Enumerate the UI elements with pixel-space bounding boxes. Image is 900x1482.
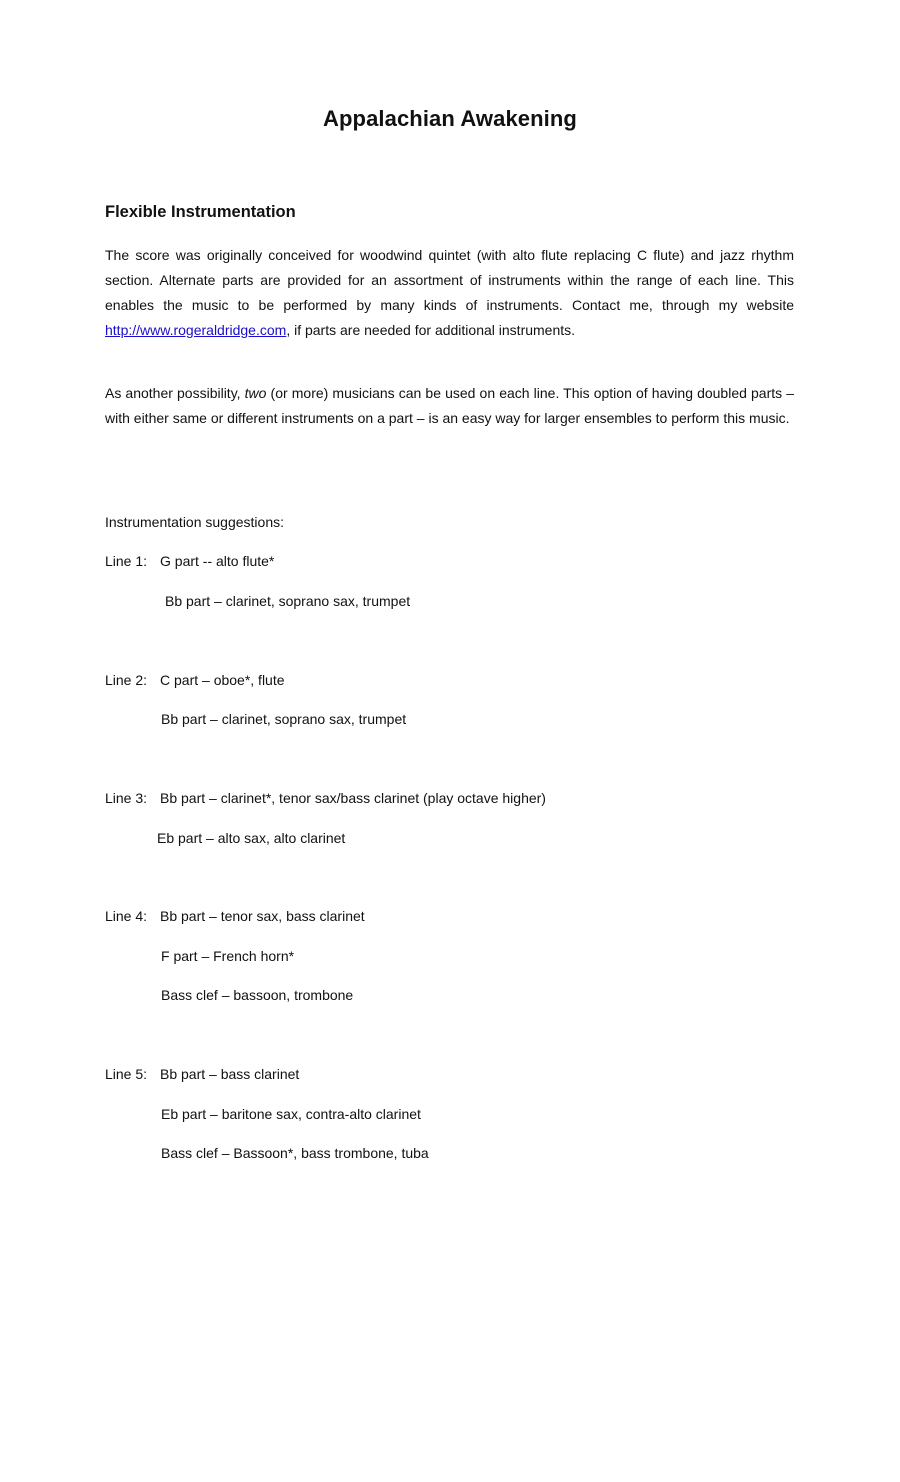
suggestions-label: Instrumentation suggestions: [105,514,284,530]
section-heading: Flexible Instrumentation [105,203,296,221]
line-label: Line 2: [105,672,148,688]
part-entry: Eb part – baritone sax, contra-alto clarinet [161,1106,421,1122]
emphasis-two: two [244,385,267,401]
paragraph-doubling-text-end: (or more) musicians can be used on each line. This option of having doubled parts – with either same or different instruments on a part – is an easy way for larger ensembles to perform this music. [105,385,794,426]
part-entry: Bb part – tenor sax, bass clarinet [160,908,365,924]
part-entry: Bb part – bass clarinet [160,1066,300,1082]
part-entry: G part -- alto flute* [160,553,275,569]
line-label: Line 3: [105,790,148,806]
paragraph-intro-text: The score was originally conceived for woodwind quintet (with alto flute replacing C flute) and jazz rhythm section. Alternate parts are provided for an assortment of instruments within the range of each line. This enables the music to be performed by many kinds of instruments. Contact me, through my website [105,247,794,313]
part-entry: F part – French horn* [161,948,295,964]
part-entry: Bass clef – bassoon, trombone [161,987,354,1003]
part-entry: C part – oboe*, flute [160,672,285,688]
paragraph-intro [105,243,794,343]
paragraph-doubling-text: As another possibility, [105,385,245,401]
line-label: Line 5: [105,1066,148,1082]
paragraph-doubling [105,381,794,431]
part-entry: Bb part – clarinet*, tenor sax/bass clarinet (play octave higher) [160,790,546,806]
paragraph-intro-text-end: , if parts are needed for additional instruments. [286,322,576,338]
part-entry: Bb part – clarinet, soprano sax, trumpet [161,711,407,727]
line-label: Line 1: [105,553,148,569]
part-entry: Bass clef – Bassoon*, bass trombone, tuba [161,1145,429,1161]
line-label: Line 4: [105,908,148,924]
part-entry: Bb part – clarinet, soprano sax, trumpet [165,593,411,609]
part-entry: Eb part – alto sax, alto clarinet [157,830,346,846]
document-title: Appalachian Awakening [323,106,577,131]
website-link[interactable]: http://www.rogeraldridge.com [105,322,287,338]
